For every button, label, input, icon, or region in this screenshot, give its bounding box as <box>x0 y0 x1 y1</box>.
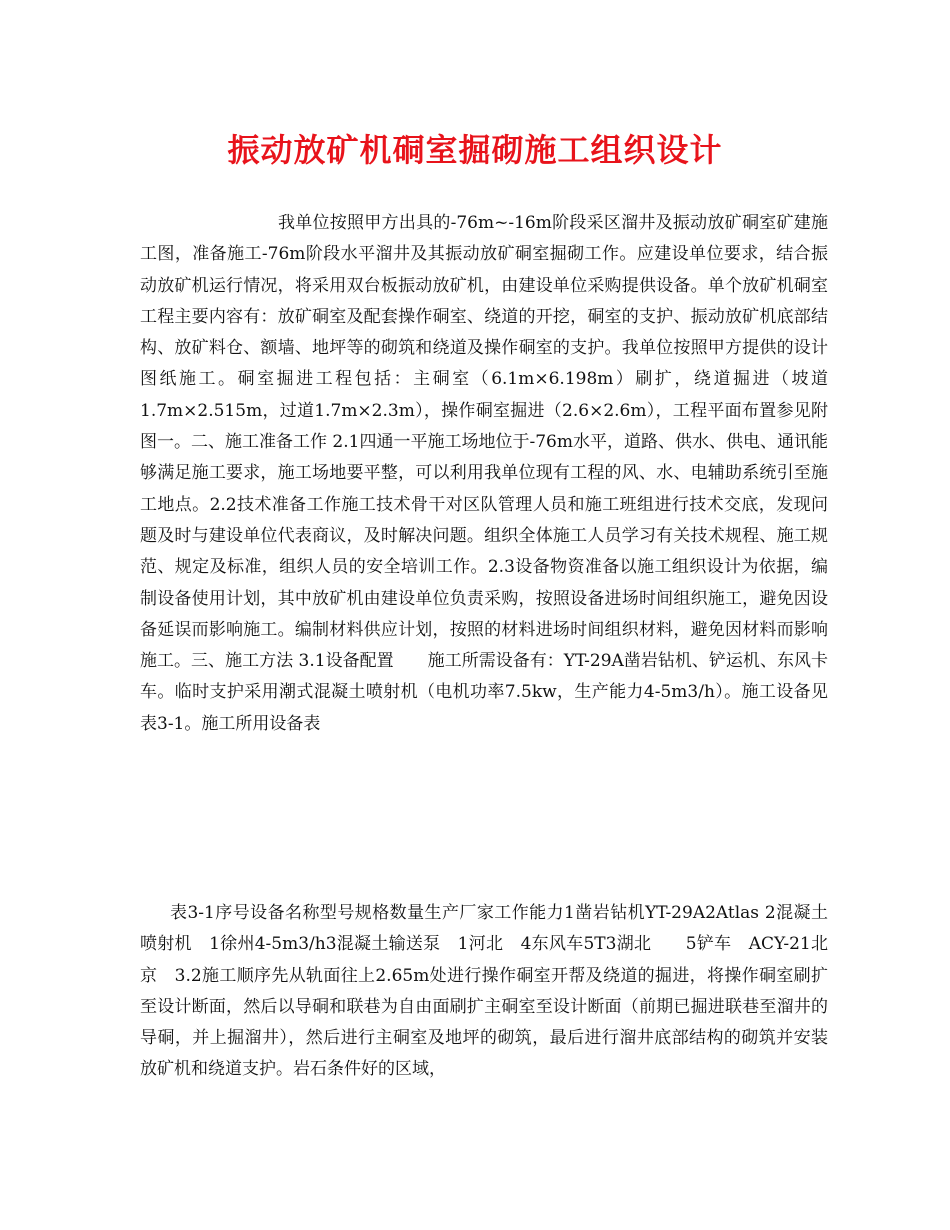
body-paragraph-1: 我单位按照甲方出具的-76m~-16m阶段采区溜井及振动放矿硐室矿建施工图，准备施工-76m阶段水平溜井及其振动放矿硐室掘砌工作。应建设单位要求，结合振动放矿机运行情况，将采用双台板振动放矿机，由建设单位采购提供设备。单个放矿机硐室工程主要内容有：放矿硐室及配套操作硐室、绕道的开挖，硐室的支护、振动放矿机底部结构、放矿料仓、额墙、地坪等的砌筑和绕道及操作硐室的支护。我单位按照甲方提供的设计图纸施工。硐室掘进工程包括：主硐室（6.1m×6.198m）刷扩，绕道掘进（坡道1.7m×2.515m，过道1.7m×2.3m），操作硐室掘进（2.6×2.6m），工程平面布置参见附图一。二、施工准备工作 2.1四通一平施工场地位于-76m水平，道路、供水、供电、通讯能够满足施工要求，施工场地要平整，可以利用我单位现有工程的风、水、电辅助系统引至施工地点。2.2技术准备工作施工技术骨干对区队管理人员和施工班组进行技术交底，发现问题及时与建设单位代表商议，及时解决问题。组织全体施工人员学习有关技术规程、施工规范、规定及标准，组织人员的安全培训工作。2.3设备物资准备以施工组织设计为依据，编制设备使用计划，其中放矿机由建设单位负责采购，按照设备进场时间组织施工，避免因设备延误而影响施工。编制材料供应计划，按照的材料进场时间组织材料，避免因材料而影响施工。三、施工方法 3.1设备配置 施工所需设备有：YT-29A凿岩钻机、铲运机、东风卡车。临时支护采用潮式混凝土喷射机（电机功率7.5kw，生产能力4-5m3/h）。施工设备见表3-1。施工所用设备表 <box>140 213 828 734</box>
document-title: 振动放矿机硐室掘砌施工组织设计 <box>227 131 723 169</box>
body-paragraph-2: 表3-1序号设备名称型号规格数量生产厂家工作能力1凿岩钻机YT-29A2Atlas 2混凝土喷射机 1徐州4-5m3/h3混凝土输送泵 1河北 4东风车5T3湖北 5铲车 ACY-21北京 3.2施工顺序先从轨面往上2.65m处进行操作硐室开帮及绕道的掘进，将操作硐室刷扩至设计断面，然后以导硐和联巷为自由面刷扩主硐室至设计断面（前期已掘进联巷至溜井的导硐，并上掘溜井），然后进行主硐室及地坪的砌筑，最后进行溜井底部结构的砌筑并安装放矿机和绕道支护。岩石条件好的区域， <box>140 903 828 1080</box>
